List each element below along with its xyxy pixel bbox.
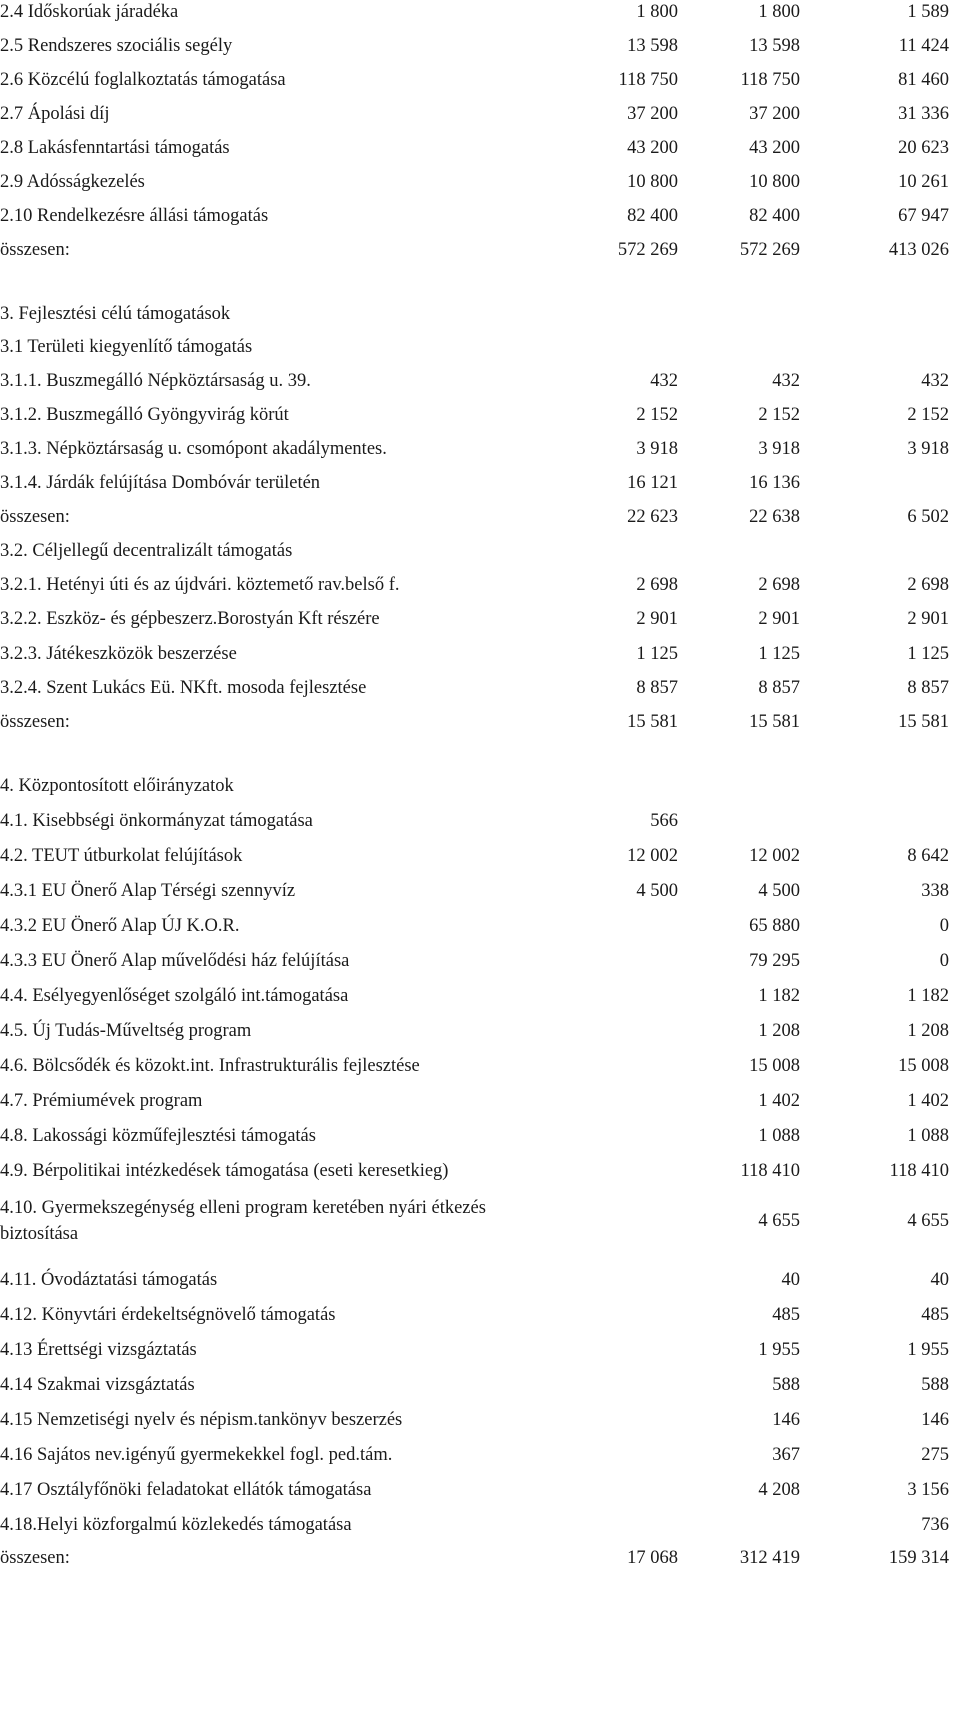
table-row <box>0 464 960 502</box>
value-col-3: 11 424 <box>898 36 949 56</box>
table-row <box>0 635 960 673</box>
table-row <box>0 163 960 201</box>
table-row <box>0 1296 960 1334</box>
row-label: összesen: <box>0 1548 70 1568</box>
value-col-3: 15 581 <box>898 712 949 732</box>
value-col-1: 118 750 <box>618 70 678 90</box>
value-col-3: 0 <box>939 951 949 971</box>
table-row <box>0 129 960 167</box>
table-row <box>0 1117 960 1155</box>
row-label: 3.1.3. Népköztársaság u. csomópont akadálymentes. <box>0 439 387 459</box>
table-row <box>0 767 960 805</box>
row-label: 4.5. Új Tudás-Műveltség program <box>0 1021 252 1041</box>
value-col-3: 20 623 <box>898 138 949 158</box>
table-row <box>0 600 960 638</box>
value-col-2: 1 208 <box>758 1021 800 1041</box>
value-col-3: 1 955 <box>907 1340 949 1360</box>
value-col-2: 2 152 <box>758 405 800 425</box>
value-col-1: 22 623 <box>627 507 678 527</box>
value-col-2: 40 <box>781 1270 800 1290</box>
value-col-2: 118 750 <box>740 70 800 90</box>
row-label: 4.15 Nemzetiségi nyelv és népism.tankönyv beszerzés <box>0 1410 403 1430</box>
value-col-3: 1 208 <box>907 1021 949 1041</box>
value-col-1: 432 <box>650 371 678 391</box>
value-col-2: 37 200 <box>749 104 800 124</box>
value-col-3: 81 460 <box>898 70 949 90</box>
value-col-3: 118 410 <box>889 1161 949 1181</box>
table-row <box>0 837 960 875</box>
row-label: 3.1.4. Járdák felújítása Dombóvár területén <box>0 473 321 493</box>
value-col-2: 15 008 <box>749 1056 800 1076</box>
table-row <box>0 1331 960 1369</box>
table-row <box>0 1082 960 1120</box>
value-col-2: 485 <box>772 1305 800 1325</box>
table-row <box>0 61 960 99</box>
table-row <box>0 532 960 570</box>
value-col-3: 40 <box>930 1270 949 1290</box>
table-row <box>0 802 960 840</box>
value-col-2: 367 <box>772 1445 800 1465</box>
row-label: 2.5 Rendszeres szociális segély <box>0 36 233 56</box>
table-row <box>0 396 960 434</box>
row-label: 4.10. Gyermekszegénység elleni program keretében nyári étkezés biztosítása <box>0 1198 486 1244</box>
value-col-3: 2 698 <box>907 575 949 595</box>
value-col-3: 1 088 <box>907 1126 949 1146</box>
table-row <box>0 95 960 133</box>
row-label: 2.8 Lakásfenntartási támogatás <box>0 138 230 158</box>
value-col-2: 12 002 <box>749 846 800 866</box>
row-label: 4.3.3 EU Önerő Alap művelődési ház felújítása <box>0 951 350 971</box>
row-label: 4.7. Prémiumévek program <box>0 1091 203 1111</box>
value-col-3: 736 <box>921 1515 949 1535</box>
table-row <box>0 872 960 910</box>
table-row <box>0 977 960 1015</box>
row-label: 2.4 Időskorúak járadéka <box>0 2 179 22</box>
row-label: 4.13 Érettségi vizsgáztatás <box>0 1340 197 1360</box>
value-col-2: 2 901 <box>758 609 800 629</box>
value-col-3: 1 589 <box>907 2 949 22</box>
row-label: 3.1.2. Buszmegálló Gyöngyvirág körút <box>0 405 289 425</box>
row-label: összesen: <box>0 240 70 260</box>
row-label: 2.6 Közcélú foglalkoztatás támogatása <box>0 70 286 90</box>
value-col-1: 13 598 <box>627 36 678 56</box>
table-row <box>0 907 960 945</box>
value-col-2: 1 955 <box>758 1340 800 1360</box>
row-label: 4.8. Lakossági közműfejlesztési támogatás <box>0 1126 316 1146</box>
table-row <box>0 1012 960 1050</box>
value-col-2: 43 200 <box>749 138 800 158</box>
value-col-2: 13 598 <box>749 36 800 56</box>
table-row <box>0 430 960 468</box>
row-label: 2.9 Adósságkezelés <box>0 172 145 192</box>
row-label: 3.2.4. Szent Lukács Eü. NKft. mosoda fejlesztése <box>0 678 367 698</box>
row-label: 4.18.Helyi közforgalmú közlekedés támogatása <box>0 1515 352 1535</box>
value-col-2: 16 136 <box>749 473 800 493</box>
value-col-1: 12 002 <box>627 846 678 866</box>
row-label: 3.2. Céljellegű decentralizált támogatás <box>0 541 293 561</box>
value-col-3: 4 655 <box>907 1211 949 1231</box>
table-row <box>0 27 960 65</box>
value-col-2: 588 <box>772 1375 800 1395</box>
value-col-3: 10 261 <box>898 172 949 192</box>
value-col-3: 3 156 <box>907 1480 949 1500</box>
value-col-2: 572 269 <box>739 240 800 260</box>
value-col-3: 0 <box>939 916 949 936</box>
value-col-3: 432 <box>921 371 949 391</box>
row-label: 3.2.1. Hetényi úti és az újdvári. köztemető rav.belső f. <box>0 575 400 595</box>
value-col-1: 4 500 <box>636 881 678 901</box>
row-label: összesen: <box>0 507 70 527</box>
value-col-2: 79 295 <box>749 951 800 971</box>
value-col-1: 2 698 <box>636 575 678 595</box>
row-label: 3.1 Területi kiegyenlítő támogatás <box>0 337 253 357</box>
value-col-1: 43 200 <box>627 138 678 158</box>
value-col-1: 15 581 <box>627 712 678 732</box>
row-label: összesen: <box>0 712 70 732</box>
value-col-1: 1 800 <box>636 2 678 22</box>
value-col-2: 3 918 <box>758 439 800 459</box>
value-col-2: 1 182 <box>758 986 800 1006</box>
value-col-2: 146 <box>772 1410 800 1430</box>
row-label: 2.7 Ápolási díj <box>0 104 110 124</box>
value-col-2: 312 419 <box>739 1548 800 1568</box>
value-col-2: 82 400 <box>749 206 800 226</box>
value-col-3: 1 125 <box>907 644 949 664</box>
value-col-2: 432 <box>772 371 800 391</box>
table-row <box>0 1047 960 1085</box>
value-col-2: 1 402 <box>758 1091 800 1111</box>
value-col-3: 8 857 <box>907 678 949 698</box>
row-label: 3. Fejlesztési célú támogatások <box>0 304 231 324</box>
table-row <box>0 231 960 269</box>
table-row <box>0 1401 960 1439</box>
value-col-2: 10 800 <box>749 172 800 192</box>
value-col-1: 8 857 <box>636 678 678 698</box>
value-col-3: 275 <box>921 1445 949 1465</box>
value-col-2: 4 208 <box>758 1480 800 1500</box>
value-col-3: 146 <box>921 1410 949 1430</box>
row-label: 4.3.2 EU Önerő Alap ÚJ K.O.R. <box>0 916 240 936</box>
value-col-3: 3 918 <box>907 439 949 459</box>
row-label: 3.2.2. Eszköz- és gépbeszerz.Borostyán Kft részére <box>0 609 380 629</box>
row-label: 4.17 Osztályfőnöki feladatokat ellátók támogatása <box>0 1480 372 1500</box>
table-row <box>0 328 960 366</box>
value-col-2: 4 500 <box>758 881 800 901</box>
value-col-3: 485 <box>921 1305 949 1325</box>
value-col-1: 3 918 <box>636 439 678 459</box>
row-label: 4.14 Szakmai vizsgáztatás <box>0 1375 195 1395</box>
table-row <box>0 197 960 235</box>
table-row <box>0 1152 960 1190</box>
value-col-2: 15 581 <box>749 712 800 732</box>
value-col-2: 4 655 <box>758 1211 800 1231</box>
row-label: 3.1.1. Buszmegálló Népköztársaság u. 39. <box>0 371 311 391</box>
table-row <box>0 362 960 400</box>
value-col-2: 8 857 <box>758 678 800 698</box>
value-col-3: 6 502 <box>907 507 949 527</box>
value-col-3: 588 <box>921 1375 949 1395</box>
table-row <box>0 1198 960 1244</box>
row-label: 4.3.1 EU Önerő Alap Térségi szennyvíz <box>0 881 296 901</box>
value-col-2: 1 125 <box>758 644 800 664</box>
value-col-3: 1 182 <box>907 986 949 1006</box>
row-label: 4.16 Sajátos nev.igényű gyermekekkel fogl. ped.tám. <box>0 1445 393 1465</box>
value-col-2: 1 088 <box>758 1126 800 1146</box>
value-col-3: 413 026 <box>888 240 949 260</box>
value-col-3: 15 008 <box>898 1056 949 1076</box>
row-label: 2.10 Rendelkezésre állási támogatás <box>0 206 269 226</box>
value-col-2: 118 410 <box>740 1161 800 1181</box>
value-col-1: 2 901 <box>636 609 678 629</box>
value-col-3: 1 402 <box>907 1091 949 1111</box>
value-col-1: 82 400 <box>627 206 678 226</box>
value-col-3: 159 314 <box>888 1548 949 1568</box>
table-row <box>0 1261 960 1299</box>
value-col-1: 17 068 <box>627 1548 678 1568</box>
row-label: 4.9. Bérpolitikai intézkedések támogatása (eseti keresetkieg) <box>0 1161 449 1181</box>
table-row <box>0 498 960 536</box>
row-label: 4.2. TEUT útburkolat felújítások <box>0 846 243 866</box>
value-col-2: 65 880 <box>749 916 800 936</box>
value-col-1: 572 269 <box>617 240 678 260</box>
value-col-3: 31 336 <box>898 104 949 124</box>
value-col-3: 2 901 <box>907 609 949 629</box>
table-row <box>0 1539 960 1577</box>
row-label: 4.6. Bölcsődék és közokt.int. Infrastrukturális fejlesztése <box>0 1056 420 1076</box>
row-label: 4.4. Esélyegyenlőséget szolgáló int.támogatása <box>0 986 349 1006</box>
row-label: 4.12. Könyvtári érdekeltségnövelő támogatás <box>0 1305 336 1325</box>
value-col-1: 1 125 <box>636 644 678 664</box>
table-row <box>0 566 960 604</box>
value-col-2: 1 800 <box>758 2 800 22</box>
row-label: 4.11. Óvodáztatási támogatás <box>0 1270 218 1290</box>
row-label: 3.2.3. Játékeszközök beszerzése <box>0 644 237 664</box>
value-col-1: 16 121 <box>627 473 678 493</box>
row-label: 4.1. Kisebbségi önkormányzat támogatása <box>0 811 313 831</box>
value-col-3: 67 947 <box>898 206 949 226</box>
value-col-1: 10 800 <box>627 172 678 192</box>
value-col-2: 22 638 <box>749 507 800 527</box>
table-row <box>0 1471 960 1509</box>
row-label: 4. Központosított előirányzatok <box>0 776 234 796</box>
value-col-3: 338 <box>921 881 949 901</box>
value-col-2: 2 698 <box>758 575 800 595</box>
table-row <box>0 703 960 741</box>
table-row <box>0 669 960 707</box>
value-col-1: 2 152 <box>636 405 678 425</box>
value-col-3: 8 642 <box>907 846 949 866</box>
value-col-1: 566 <box>650 811 678 831</box>
value-col-1: 37 200 <box>627 104 678 124</box>
table-row <box>0 1436 960 1474</box>
value-col-3: 2 152 <box>907 405 949 425</box>
table-row <box>0 942 960 980</box>
table-row <box>0 1366 960 1404</box>
